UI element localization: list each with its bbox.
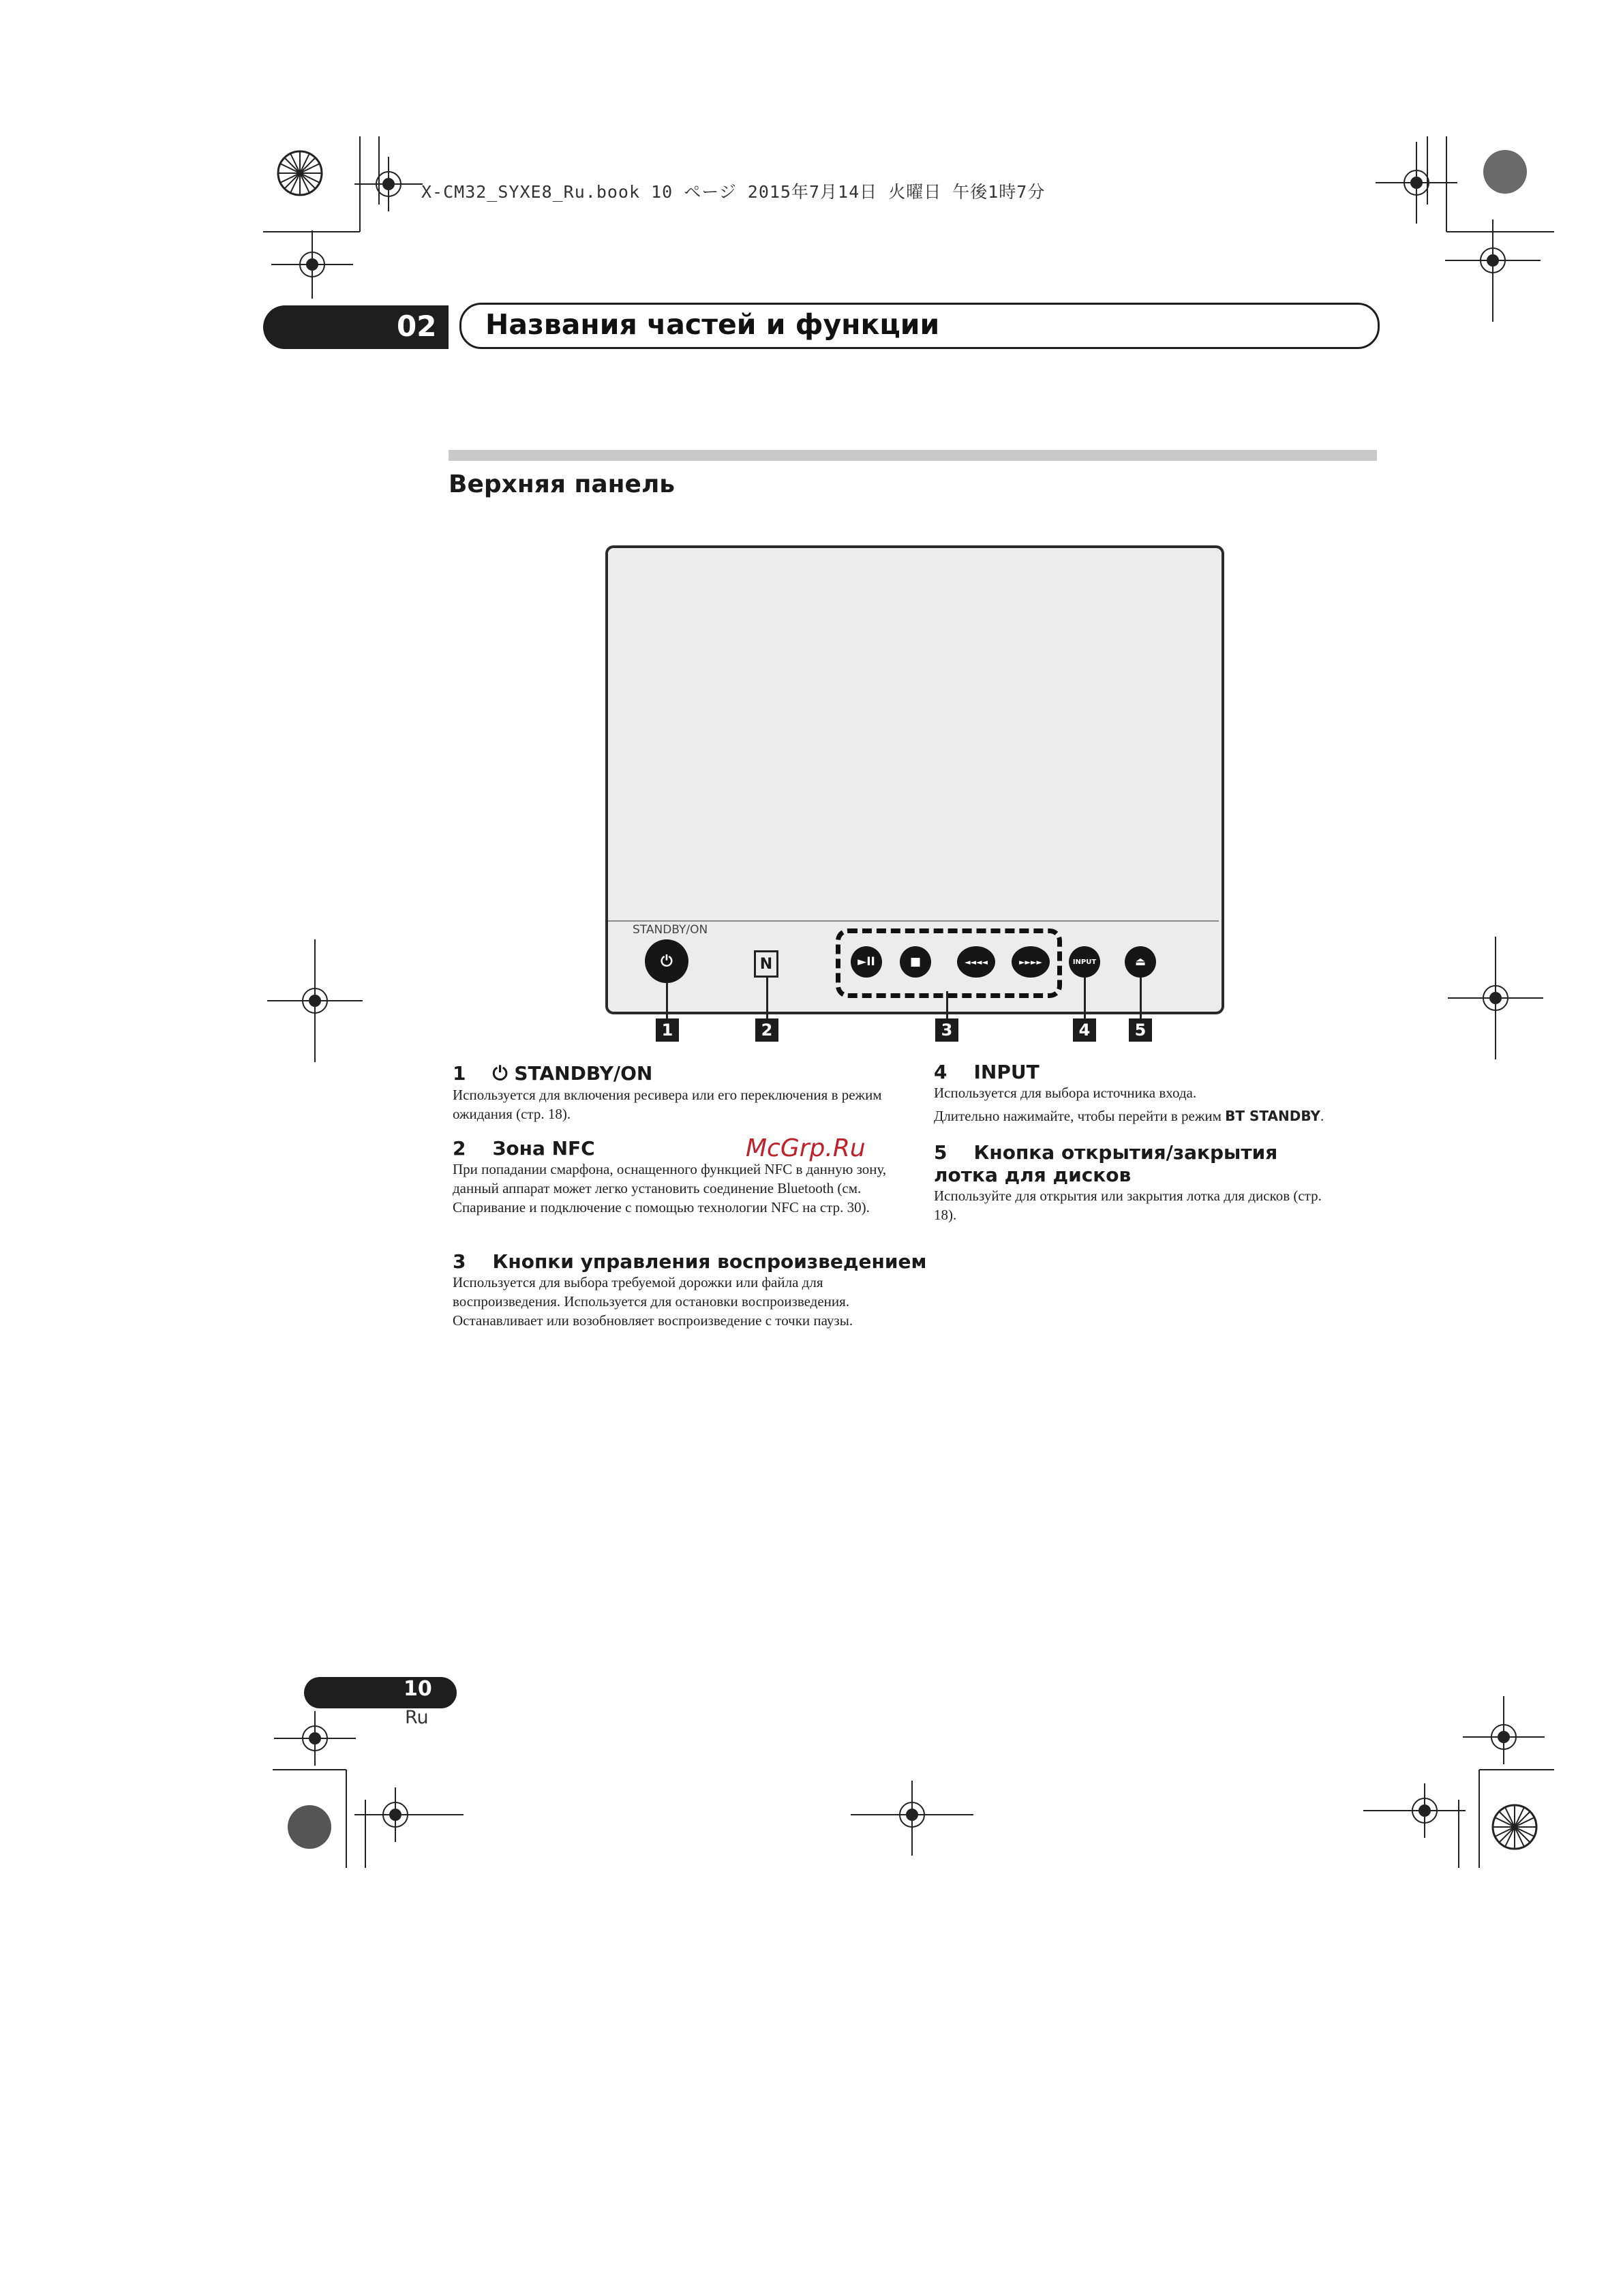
callout-leader-1 — [666, 983, 668, 1020]
panel-divider — [608, 920, 1219, 922]
section-rule — [449, 450, 1377, 461]
item-1-heading: 1 ⏻ STANDBY/ON — [453, 1062, 653, 1085]
item-4-body-2: Длительно нажимайте, чтобы перейти в режим BT STANDBY. — [934, 1108, 1324, 1124]
item-5-body: Используйте для открытия или закрытия лотка для дисков (стр. 18). — [934, 1188, 1322, 1223]
item-1-title: ⏻ STANDBY/ON — [492, 1062, 653, 1085]
chapter-title: Названия частей и функции — [485, 308, 940, 341]
item-4-body: Используется для выбора источника входа. — [934, 1085, 1197, 1101]
play-pause-button — [851, 946, 882, 978]
item-3 — [453, 1250, 927, 1330]
page-language: Ru — [405, 1707, 429, 1728]
standby-on-label: STANDBY/ON — [633, 923, 708, 937]
item-3-heading: 3 Кнопки управления воспроизведением — [453, 1250, 927, 1273]
stop-icon: ■ — [909, 955, 922, 969]
item-5-heading: 5 Кнопка открытия/закрытия лотка для дисков — [934, 1141, 1278, 1186]
item-2-body: При попадании смарфона, оснащенного функцией NFC в данную зону, данный аппарат может легко установить соединение Bluetooth (см. Спаривание и подключение с помощью технологии NFC на стр. 30). — [453, 1161, 887, 1215]
item-2-title: Зона NFC — [492, 1137, 595, 1160]
nfc-icon — [754, 950, 778, 978]
play-pause-icon: ►II — [858, 955, 875, 969]
item-1-body: Используется для включения ресивера или его переключения в режим ожидания (стр. 18). — [453, 1087, 882, 1122]
nfc-mark: N — [759, 955, 773, 973]
eject-button — [1125, 946, 1156, 978]
item-4 — [934, 1061, 1384, 1126]
callout-leader-4 — [1084, 978, 1086, 1020]
print-header-line: X-CM32_SYXE8_Ru.book 10 ページ 2015年7月14日 火曜日 午後1時7分 — [421, 182, 1046, 202]
item-5 — [934, 1141, 1343, 1224]
next-button — [1012, 946, 1050, 978]
page-number-badge — [304, 1677, 457, 1708]
bt-standby-label: BT STANDBY — [1225, 1108, 1320, 1124]
stop-button — [900, 946, 931, 978]
item-3-title: Кнопки управления воспроизведением — [492, 1250, 927, 1273]
watermark-text: McGrp.Ru — [746, 1134, 866, 1162]
item-1 — [453, 1062, 902, 1123]
callout-leader-2 — [766, 976, 768, 1020]
item-2-heading: 2 Зона NFC — [453, 1137, 595, 1160]
next-icon: ►►►► — [1019, 957, 1042, 967]
prev-icon: ◄◄◄◄ — [965, 957, 988, 967]
callout-3: 3 — [935, 1018, 958, 1042]
callout-1: 1 — [656, 1018, 679, 1042]
callout-4: 4 — [1073, 1018, 1096, 1042]
callout-2: 2 — [755, 1018, 778, 1042]
power-icon: ⏻ — [661, 952, 673, 970]
input-button — [1069, 946, 1100, 978]
item-4-heading: 4 INPUT — [934, 1061, 1040, 1083]
power-button — [645, 939, 688, 983]
chapter-number: 02 — [397, 309, 437, 343]
input-button-label: INPUT — [1072, 958, 1097, 966]
prev-button — [957, 946, 995, 978]
callout-leader-5 — [1140, 978, 1142, 1020]
callout-5: 5 — [1129, 1018, 1152, 1042]
section-title: Верхняя панель — [449, 470, 676, 498]
item-5-title: Кнопка открытия/закрытия лотка для дисков — [934, 1141, 1278, 1186]
eject-icon: ⏏ — [1134, 955, 1147, 969]
page-number: 10 — [404, 1677, 432, 1701]
item-4-title: INPUT — [973, 1061, 1040, 1083]
item-3-body: Используется для выбора требуемой дорожки или файла для воспроизведения. Используется для остановки воспроизведения. Останавливает или возобновляет воспроизведение с точки паузы. — [453, 1274, 853, 1329]
callout-leader-3 — [946, 991, 948, 1020]
